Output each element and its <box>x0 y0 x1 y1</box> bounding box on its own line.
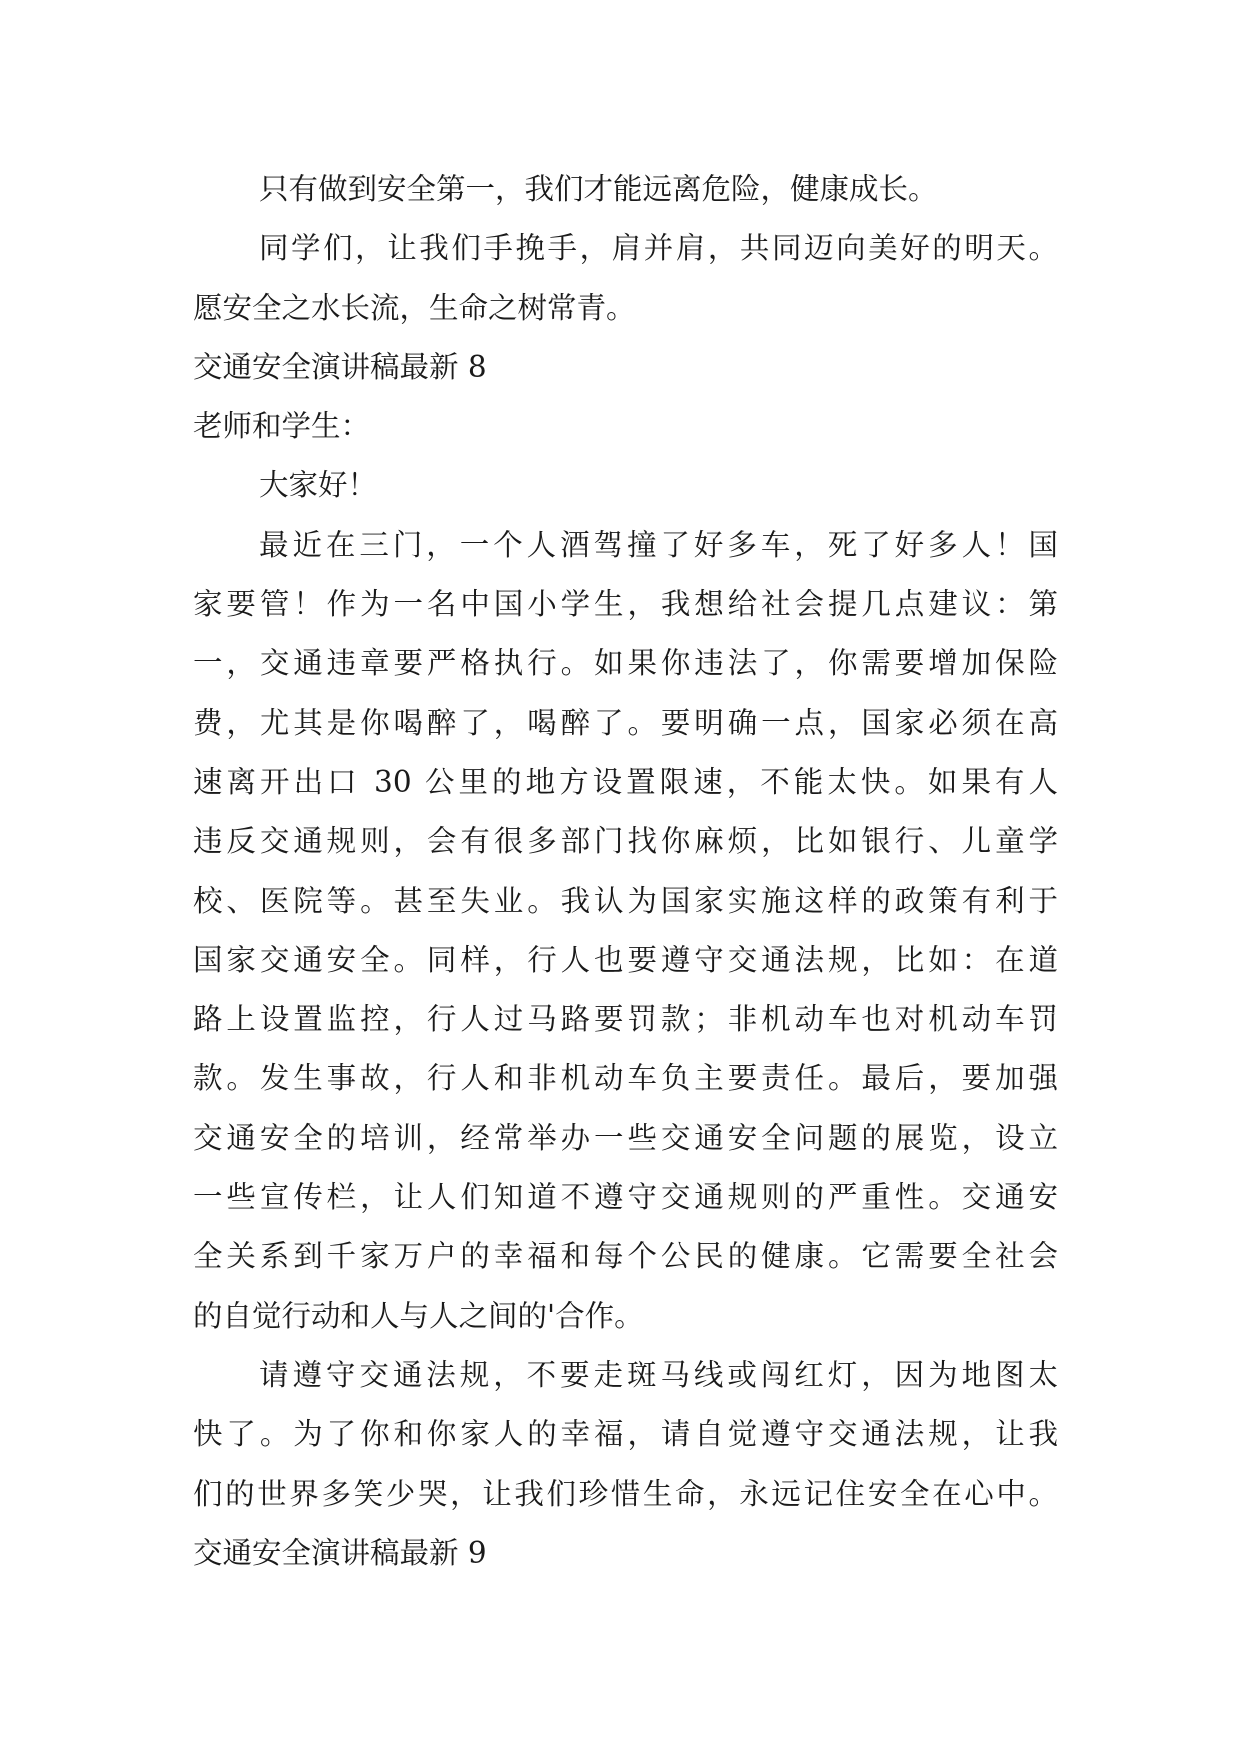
paragraph-line: 速离开出口 30 公里的地方设置限速，不能太快。如果有人 <box>193 764 1058 799</box>
paragraph-line: 校、医院等。甚至失业。我认为国家实施这样的政策有利于 <box>193 883 1058 918</box>
paragraph-line: 路上设置监控，行人过马路要罚款；非机动车也对机动车罚 <box>193 1002 1058 1037</box>
section-heading: 交通安全演讲稿最新 8 <box>193 349 487 384</box>
salutation: 老师和学生： <box>193 409 371 444</box>
paragraph-line: 款。发生事故，行人和非机动车负主要责任。最后，要加强 <box>193 1061 1058 1096</box>
greeting: 大家好！ <box>259 468 378 503</box>
paragraph-line: 愿安全之水长流，生命之树常青。 <box>193 290 636 325</box>
paragraph-line: 一，交通违章要严格执行。如果你违法了，你需要增加保险 <box>193 646 1058 681</box>
paragraph-line: 违反交通规则，会有很多部门找你麻烦，比如银行、儿童学 <box>193 824 1058 859</box>
paragraph-line: 交通安全的培训，经常举办一些交通安全问题的展览，设立 <box>193 1120 1058 1155</box>
paragraph-line: 家要管！作为一名中国小学生，我想给社会提几点建议：第 <box>193 587 1058 622</box>
paragraph-line: 请遵守交通法规，不要走斑马线或闯红灯，因为地图太 <box>259 1357 1058 1392</box>
paragraph-line: 一些宣传栏，让人们知道不遵守交通规则的严重性。交通安 <box>193 1180 1058 1215</box>
paragraph-line: 的自觉行动和人与人之间的'合作。 <box>193 1298 644 1333</box>
section-heading: 交通安全演讲稿最新 9 <box>193 1535 487 1570</box>
paragraph-line: 费，尤其是你喝醉了，喝醉了。要明确一点，国家必须在高 <box>193 705 1058 740</box>
paragraph-line: 快了。为了你和你家人的幸福，请自觉遵守交通法规，让我 <box>193 1417 1058 1452</box>
paragraph-line: 们的世界多笑少哭，让我们珍惜生命，永远记住安全在心中。 <box>193 1476 1058 1511</box>
document-page <box>193 160 1058 1583</box>
paragraph-line: 国家交通安全。同样，行人也要遵守交通法规，比如：在道 <box>193 942 1058 977</box>
paragraph-line: 最近在三门，一个人酒驾撞了好多车，死了好多人！国 <box>259 527 1058 562</box>
paragraph-line: 只有做到安全第一，我们才能远离危险，健康成长。 <box>259 172 938 206</box>
paragraph-line: 同学们，让我们手挽手，肩并肩，共同迈向美好的明天。 <box>259 231 1058 266</box>
paragraph-line: 全关系到千家万户的幸福和每个公民的健康。它需要全社会 <box>193 1239 1058 1274</box>
